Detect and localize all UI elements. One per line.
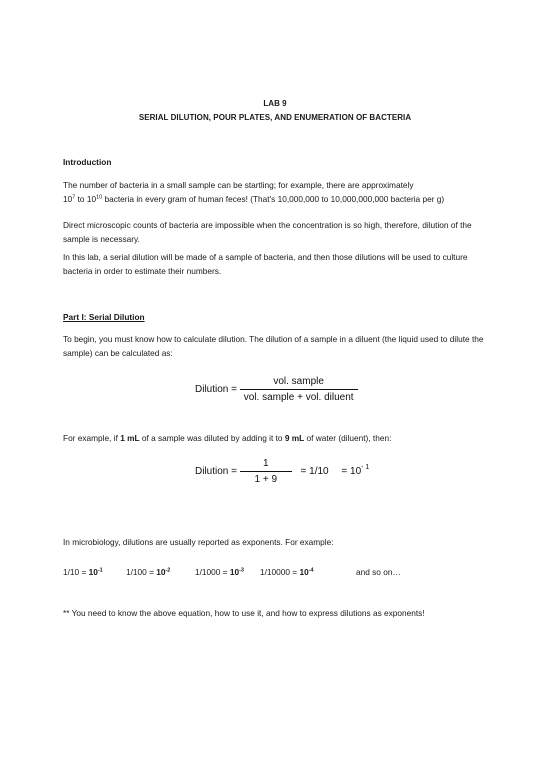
- example-mid: of a sample was diluted by adding it to: [139, 433, 285, 443]
- document-title: SERIAL DILUTION, POUR PLATES, AND ENUMERATION OF BACTERIA: [138, 113, 412, 122]
- exp4-base: 10: [299, 567, 309, 577]
- intro-paragraph-3: In this lab, a serial dilution will be made of a sample of bacteria, and then those dilutions will be used to culture bacteria in order to estimate their numbers.: [63, 252, 468, 276]
- exp2-exp: -2: [165, 567, 171, 574]
- exp1-base: 10: [88, 567, 98, 577]
- exponent-example-2: [126, 567, 170, 577]
- formula1-numerator: vol. sample: [273, 376, 324, 387]
- intro-p1-exp2: 10: [96, 194, 103, 200]
- exp2-base: 10: [156, 567, 166, 577]
- formula2-eq2-wrap: [341, 466, 369, 477]
- intro-p1-base1: 10: [63, 193, 73, 204]
- formula2-eq1: = 1/10: [300, 466, 329, 477]
- intro-p1-base2: 10: [86, 193, 97, 204]
- example-pre: For example, if: [63, 433, 121, 443]
- intro-p1-exp1: 7: [72, 194, 76, 200]
- intro-paragraph-2: Direct microscopic counts of bacteria are impossible when the concentration is so high, therefore, dilution of the sample is necessary.: [63, 220, 472, 244]
- example-formula: [195, 458, 369, 485]
- and-so-on: and so on…: [356, 567, 401, 577]
- formula2-exp: - 1: [361, 464, 370, 471]
- exp2-frac: 1/100 =: [126, 567, 157, 577]
- exp4-frac: 1/10000 =: [260, 567, 300, 577]
- example-post: of water (diluent), then:: [304, 433, 392, 443]
- formula2-lhs: Dilution =: [195, 466, 237, 477]
- intro-heading: Introduction: [63, 157, 112, 167]
- part1-heading: Part I: Serial Dilution: [63, 312, 145, 322]
- example-vol2: 9 mL: [284, 433, 305, 443]
- intro-paragraph-1: [63, 179, 493, 206]
- part1-paragraph-1: To begin, you must know how to calculate dilution. The dilution of a sample in a diluent (the liquid used to dilute the sample) can be calculated as:: [63, 334, 484, 358]
- formula2-eq2: = 10: [341, 466, 362, 477]
- lab-title: LAB 9: [263, 99, 287, 108]
- exponent-example-1: [63, 567, 103, 577]
- exp1-exp: -1: [97, 567, 103, 574]
- formula2-fraction: [240, 458, 292, 485]
- intro-p1-line1: The number of bacteria in a small sample can be startling; for example, there are approximately: [63, 180, 414, 190]
- exponents-intro: In microbiology, dilutions are usually reported as exponents. For example:: [63, 537, 334, 547]
- exp1-frac: 1/10 =: [63, 567, 89, 577]
- exp4-exp: -4: [308, 567, 314, 574]
- formula2-numerator: 1: [262, 458, 269, 469]
- exp3-base: 10: [229, 567, 240, 577]
- dilution-formula: [195, 376, 358, 403]
- example-paragraph: [63, 432, 493, 446]
- formula2-denominator: 1 + 9: [240, 471, 292, 485]
- formula1-lhs: Dilution =: [195, 384, 237, 395]
- formula1-fraction: [240, 376, 358, 403]
- exponent-example-3: [195, 567, 244, 577]
- intro-p1-to: to: [75, 193, 87, 204]
- intro-p1-rest: bacteria in every gram of human feces! (That's 10,000,000 to 10,000,000,000 bacteria per g): [102, 193, 445, 204]
- important-note: ** You need to know the above equation, how to use it, and how to express dilutions as exponents!: [63, 608, 425, 618]
- exp3-exp: -3: [239, 567, 244, 574]
- formula1-denominator: vol. sample + vol. diluent: [240, 389, 358, 403]
- example-vol1: 1 mL: [120, 433, 140, 443]
- exponent-example-4: [260, 567, 314, 577]
- exp3-frac: 1/1000 =: [195, 567, 230, 577]
